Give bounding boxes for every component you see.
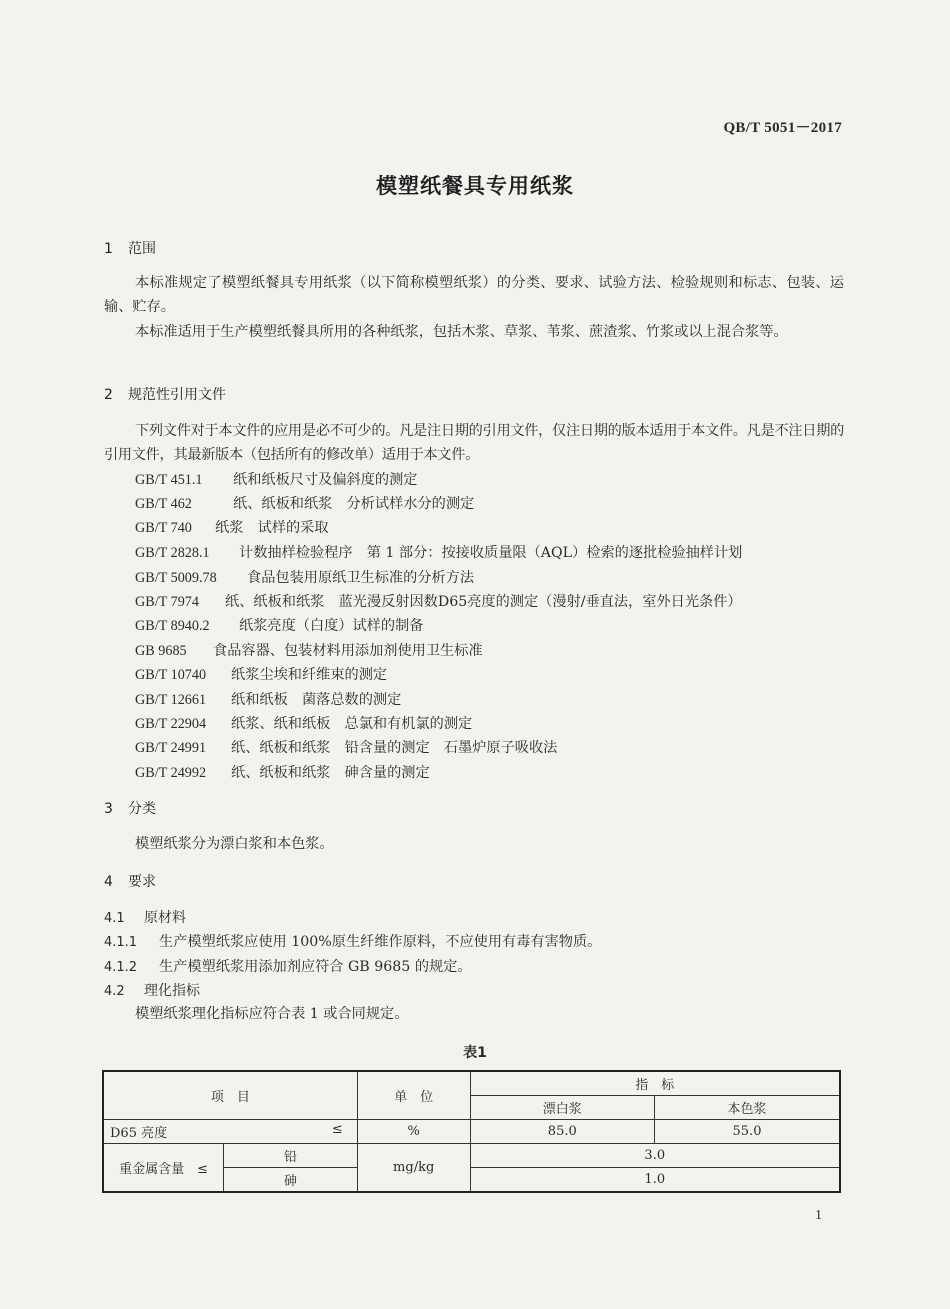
section-3-paragraph-1: 模塑纸浆分为漂白浆和本色浆。 xyxy=(135,836,334,852)
standard-number: QB/T 5051－2017 xyxy=(723,120,842,136)
section-number: 4 xyxy=(104,874,113,890)
reference-title: 纸浆亮度（白度）试样的制备 xyxy=(239,618,424,634)
subsection-title: 原材料 xyxy=(144,910,186,926)
reference-title: 纸、纸板和纸浆 蓝光漫反射因数D65亮度的测定（漫射/垂直法，室外日光条件） xyxy=(225,594,742,610)
row-d65-bleached: 85.0 xyxy=(470,1120,654,1144)
section-number: 1 xyxy=(104,241,113,257)
clause-4-1-1 xyxy=(104,931,601,951)
reference-title: 纸和纸板 菌落总数的测定 xyxy=(231,692,402,708)
reference-title: 纸、纸板和纸浆 砷含量的测定 xyxy=(231,765,430,781)
section-number: 3 xyxy=(104,801,113,817)
reference-code: GB 9685 xyxy=(135,643,187,659)
reference-code: GB/T 10740 xyxy=(135,667,207,683)
row-arsenic-value: 1.0 xyxy=(470,1168,840,1193)
row-d65-name xyxy=(103,1120,357,1144)
reference-code: GB/T 462 xyxy=(135,496,192,512)
reference-item xyxy=(135,567,474,587)
reference-item xyxy=(135,737,557,757)
section-title: 范围 xyxy=(128,241,156,257)
header-bleached: 漂白浆 xyxy=(470,1096,654,1120)
header-natural: 本色浆 xyxy=(655,1096,841,1120)
reference-code: GB/T 740 xyxy=(135,520,192,536)
indicator-table xyxy=(102,1070,841,1193)
clause-4-1-2 xyxy=(104,956,472,976)
row-lead-name: 铅 xyxy=(224,1144,358,1168)
clause-text: 生产模塑纸浆应使用 100%原生纤维作原料，不应使用有毒有害物质。 xyxy=(159,934,602,950)
document-title: 模塑纸餐具专用纸浆 xyxy=(376,174,574,198)
reference-code: GB/T 5009.78 xyxy=(135,570,217,586)
less-equal-sign: ≤ xyxy=(331,1122,343,1137)
reference-code: GB/T 2828.1 xyxy=(135,545,210,561)
reference-item xyxy=(135,469,417,489)
reference-title: 纸浆 试样的采取 xyxy=(215,520,329,536)
subsection-title: 理化指标 xyxy=(144,983,200,999)
subsection-number: 4.1 xyxy=(104,911,125,926)
reference-item xyxy=(135,640,483,660)
reference-code: GB/T 12661 xyxy=(135,692,207,708)
section-4-heading xyxy=(104,871,156,891)
reference-title: 纸、纸板和纸浆 分析试样水分的测定 xyxy=(233,496,475,512)
reference-code: GB/T 7974 xyxy=(135,594,199,610)
section-number: 2 xyxy=(104,387,113,403)
section-title: 规范性引用文件 xyxy=(128,387,226,403)
subsection-number: 4.2 xyxy=(104,984,125,999)
reference-title: 食品容器、包装材料用添加剂使用卫生标准 xyxy=(213,643,483,659)
reference-title: 计数抽样检验程序 第 1 部分：按接收质量限（AQL）检索的逐批检验抽样计划 xyxy=(239,545,743,561)
reference-item xyxy=(135,762,430,782)
reference-code: GB/T 8940.2 xyxy=(135,618,210,634)
section-1-heading xyxy=(104,238,156,258)
section-2-paragraph-1: 下列文件对于本文件的应用是必不可少的。凡是注日期的引用文件，仅注日期的版本适用于本文件。凡是不注日期的引用文件，其最新版本（包括所有的修改单）适用于本文件。 xyxy=(104,423,844,463)
reference-title: 纸、纸板和纸浆 铅含量的测定 石墨炉原子吸收法 xyxy=(231,740,558,756)
reference-item xyxy=(135,591,742,611)
row-heavy-metal-unit: mg/kg xyxy=(357,1144,470,1193)
clause-number: 4.1.2 xyxy=(104,960,138,975)
reference-title: 纸浆、纸和纸板 总氯和有机氯的测定 xyxy=(231,716,473,732)
reference-item xyxy=(135,615,423,635)
row-label: D65 亮度 xyxy=(110,1126,168,1141)
reference-item xyxy=(135,517,329,537)
section-title: 分类 xyxy=(128,801,156,817)
header-unit: 单 位 xyxy=(357,1071,470,1120)
subsection-4-2-paragraph: 模塑纸浆理化指标应符合表 1 或合同规定。 xyxy=(135,1006,409,1022)
reference-code: GB/T 24992 xyxy=(135,765,207,781)
table-caption: 表1 xyxy=(463,1045,487,1061)
reference-code: GB/T 451.1 xyxy=(135,472,203,488)
section-title: 要求 xyxy=(128,874,156,890)
section-1-paragraph-2: 本标准适用于生产模塑纸餐具所用的各种纸浆，包括木浆、草浆、苇浆、蔗渣浆、竹浆或以上混合浆等。 xyxy=(135,324,788,340)
section-2-heading xyxy=(104,384,226,404)
row-heavy-metal-group: 重金属含量 ≤ xyxy=(103,1144,224,1193)
subsection-4-2-heading xyxy=(104,980,200,1000)
reference-code: GB/T 22904 xyxy=(135,716,207,732)
reference-title: 食品包装用原纸卫生标准的分析方法 xyxy=(247,570,475,586)
reference-item xyxy=(135,689,401,709)
page-number: 1 xyxy=(815,1208,822,1223)
reference-code: GB/T 24991 xyxy=(135,740,207,756)
row-d65-unit: % xyxy=(357,1120,470,1144)
table-row xyxy=(103,1120,840,1144)
header-index: 指 标 xyxy=(470,1071,840,1096)
reference-title: 纸浆尘埃和纤维束的测定 xyxy=(231,667,388,683)
clause-number: 4.1.1 xyxy=(104,935,138,950)
header-item: 项 目 xyxy=(103,1071,357,1120)
table-row xyxy=(103,1144,840,1168)
section-1-paragraph-1: 本标准规定了模塑纸餐具专用纸浆（以下简称模塑纸浆）的分类、要求、试验方法、检验规则和标志、包装、运输、贮存。 xyxy=(104,275,844,315)
reference-item xyxy=(135,713,472,733)
reference-item xyxy=(135,664,387,684)
reference-item xyxy=(135,542,742,562)
row-lead-value: 3.0 xyxy=(470,1144,840,1168)
row-d65-natural: 55.0 xyxy=(655,1120,841,1144)
subsection-4-1-heading xyxy=(104,907,186,927)
reference-item xyxy=(135,493,474,513)
clause-text: 生产模塑纸浆用添加剂应符合 GB 9685 的规定。 xyxy=(159,959,472,975)
section-3-heading xyxy=(104,798,156,818)
row-arsenic-name: 砷 xyxy=(224,1168,358,1193)
reference-title: 纸和纸板尺寸及偏斜度的测定 xyxy=(233,472,418,488)
